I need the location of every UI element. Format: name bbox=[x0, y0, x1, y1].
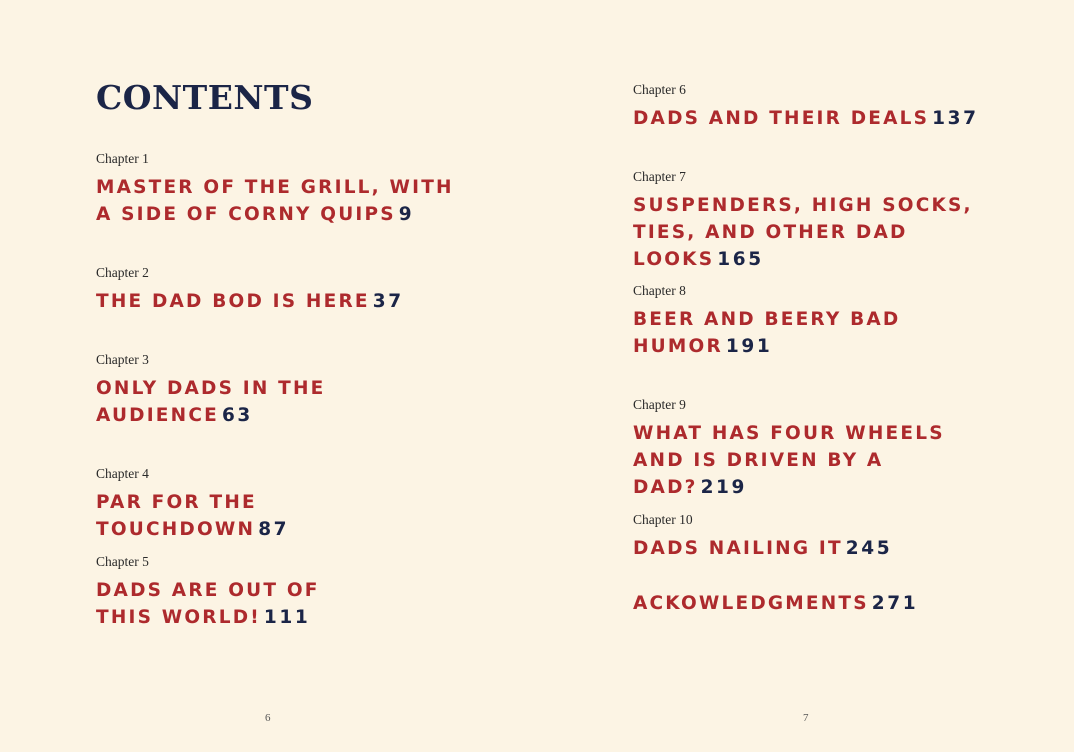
chapter-label: Chapter 4 bbox=[96, 466, 149, 481]
toc-entry-chapter-10[interactable] bbox=[633, 512, 1013, 562]
toc-entry-chapter-1[interactable] bbox=[96, 151, 456, 228]
chapter-label: Chapter 7 bbox=[633, 169, 686, 184]
page-folio: 7 bbox=[803, 712, 809, 724]
page-number: 219 bbox=[700, 477, 747, 498]
chapter-title: WHAT HAS FOUR WHEELS AND IS DRIVEN BY A DAD? 219 bbox=[633, 423, 945, 498]
chapter-label: Chapter 5 bbox=[96, 554, 149, 569]
chapter-label: Chapter 3 bbox=[96, 352, 149, 367]
toc-entry-chapter-3[interactable] bbox=[96, 352, 326, 429]
chapter-title: PAR FOR THE TOUCHDOWN 87 bbox=[96, 492, 290, 540]
chapter-label: Chapter 8 bbox=[633, 283, 686, 298]
toc-entry-chapter-9[interactable] bbox=[633, 397, 953, 501]
page-number: 191 bbox=[725, 336, 773, 357]
toc-entry-acknowledgments[interactable] bbox=[633, 590, 1013, 617]
chapter-label: Chapter 1 bbox=[96, 151, 149, 166]
chapter-title: MASTER OF THE GRILL, WITH A SIDE OF CORNY QUIPS 9 bbox=[96, 177, 454, 225]
page-number: 9 bbox=[398, 204, 415, 225]
chapter-title: DADS AND THEIR DEALS 137 bbox=[633, 108, 979, 129]
chapter-title: DADS ARE OUT OF THIS WORLD! 111 bbox=[96, 580, 320, 628]
chapter-title: ACKOWLEDGMENTS 271 bbox=[633, 593, 919, 614]
chapter-label: Chapter 6 bbox=[633, 82, 686, 97]
page-number: 245 bbox=[845, 538, 893, 559]
chapter-title: ONLY DADS IN THE AUDIENCE 63 bbox=[96, 378, 326, 426]
page-folio: 6 bbox=[265, 712, 271, 724]
page-number: 37 bbox=[372, 291, 404, 312]
chapter-title: SUSPENDERS, HIGH SOCKS, TIES, AND OTHER DAD LOOKS 165 bbox=[633, 195, 973, 270]
right-page bbox=[537, 0, 1074, 752]
contents-heading: CONTENTS bbox=[96, 78, 314, 117]
page-number: 271 bbox=[871, 593, 919, 614]
toc-entry-chapter-4[interactable] bbox=[96, 466, 456, 543]
toc-entry-chapter-2[interactable] bbox=[96, 265, 456, 315]
page-number: 63 bbox=[221, 405, 253, 426]
toc-entry-chapter-8[interactable] bbox=[633, 283, 983, 360]
chapter-title: BEER AND BEERY BAD HUMOR 191 bbox=[633, 309, 901, 357]
chapter-label: Chapter 10 bbox=[633, 512, 693, 527]
page-number: 165 bbox=[717, 249, 764, 270]
toc-entry-chapter-5[interactable] bbox=[96, 554, 371, 631]
page-number: 111 bbox=[263, 607, 311, 628]
page-number: 137 bbox=[932, 108, 979, 129]
toc-entry-chapter-7[interactable] bbox=[633, 169, 1013, 273]
chapter-title: DADS NAILING IT 245 bbox=[633, 538, 893, 559]
page-number: 87 bbox=[258, 519, 290, 540]
toc-entry-chapter-6[interactable] bbox=[633, 82, 1013, 132]
chapter-title: THE DAD BOD IS HERE 37 bbox=[96, 291, 404, 312]
chapter-label: Chapter 9 bbox=[633, 397, 686, 412]
chapter-label: Chapter 2 bbox=[96, 265, 149, 280]
